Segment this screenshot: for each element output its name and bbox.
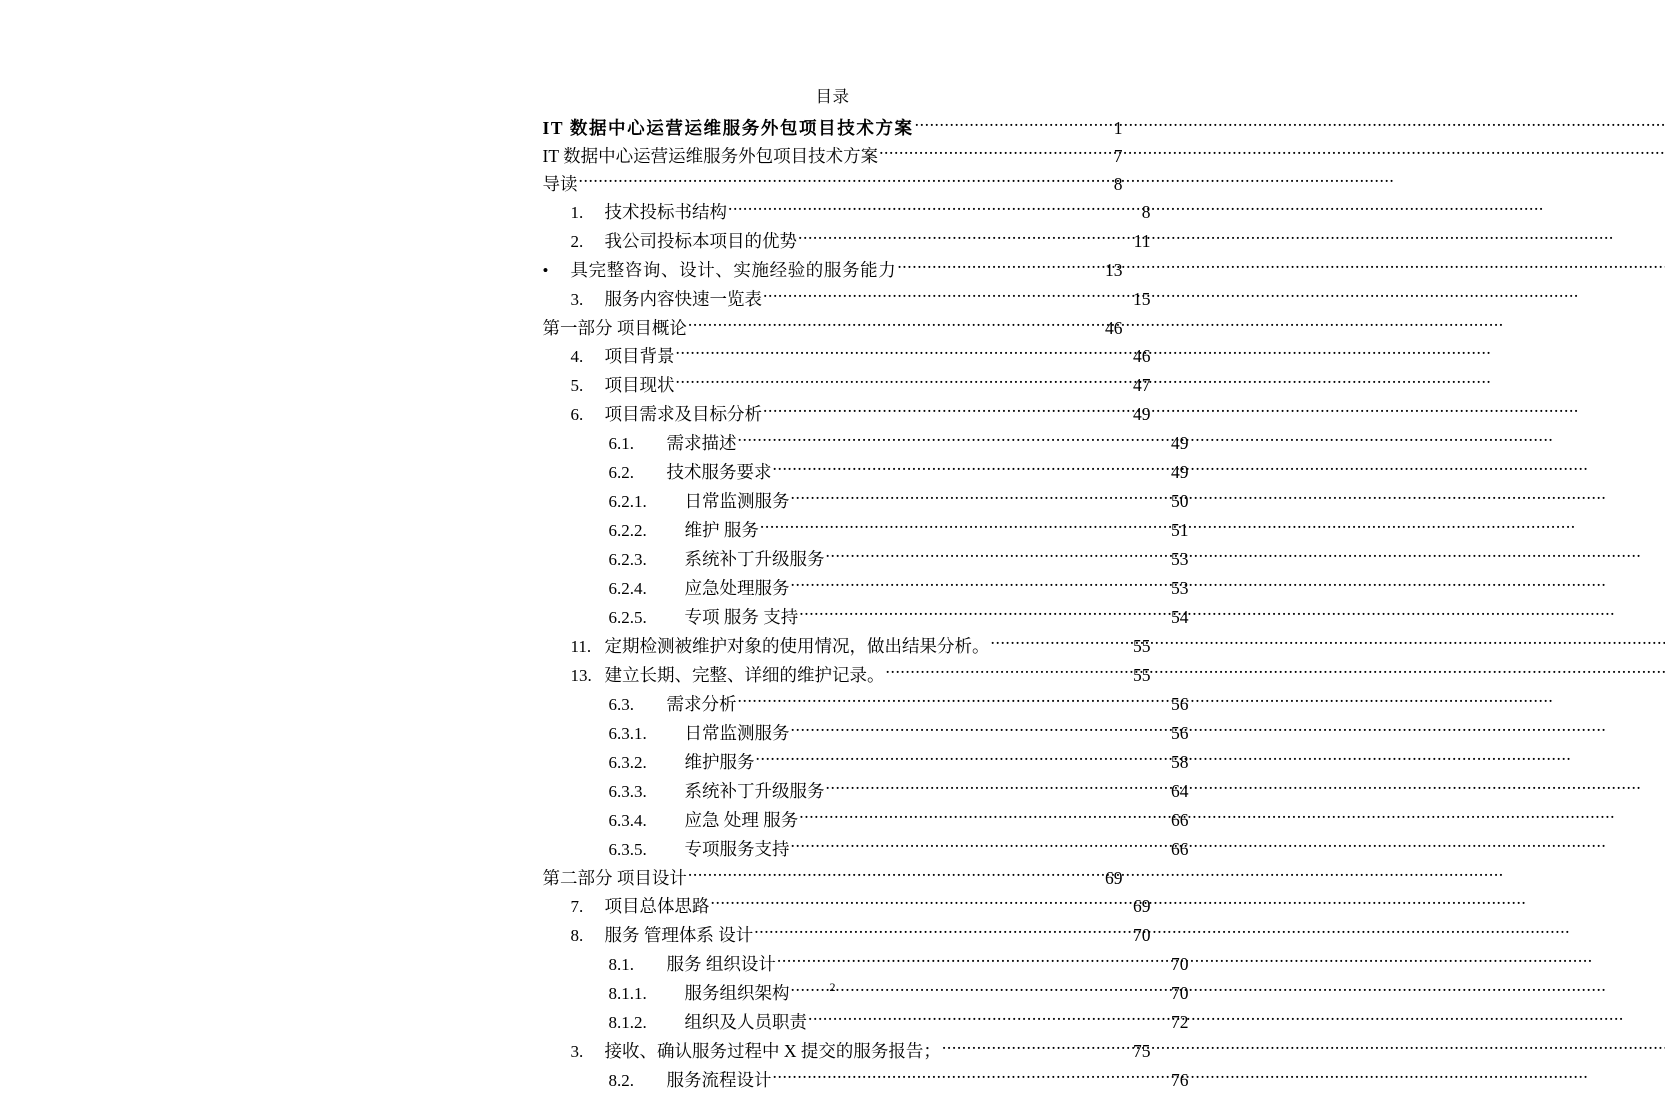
toc-entry-page: 8 xyxy=(1113,174,1123,194)
toc-entry-label xyxy=(571,921,754,950)
toc-entry-number: 6. xyxy=(570,405,584,424)
toc-entry-number: 8.2. xyxy=(608,1071,634,1090)
toc-entry-page: 49 xyxy=(1171,462,1189,482)
toc-entry-number: 6.2.5. xyxy=(608,608,647,627)
toc-entry-text: IT 数据中心运营运维服务外包项目技术方案 xyxy=(542,118,914,138)
toc-entry-number: 6.3.4. xyxy=(608,811,647,830)
toc-entry-text: 维护服务 xyxy=(684,752,755,772)
toc-entry-text: 具完整咨询、设计、实施经验的服务能力 xyxy=(570,260,897,280)
toc-entry[interactable] xyxy=(543,1066,1189,1095)
dot-leader xyxy=(826,548,1168,566)
dot-leader xyxy=(879,145,1101,163)
toc-entry-page: 7 xyxy=(1113,146,1123,166)
toc-entry-text: 服务 管理体系 设计 xyxy=(604,925,754,945)
dot-leader xyxy=(688,867,1102,885)
toc-entry-page: 8 xyxy=(1141,202,1151,222)
dot-leader xyxy=(763,288,1130,306)
dot-leader xyxy=(991,635,1130,653)
toc-entry-text: 日常监测服务 xyxy=(684,723,790,743)
toc-entry-text: 项目背景 xyxy=(604,346,675,366)
dot-leader xyxy=(756,751,1168,769)
toc-entry-number: 6.3.3. xyxy=(608,782,647,801)
toc-entry-label xyxy=(609,603,799,632)
toc-entry-number: 6.1. xyxy=(608,434,634,453)
toc-entry-page: 51 xyxy=(1171,520,1189,540)
toc-entry-label xyxy=(543,314,687,342)
toc-entry-number: 3. xyxy=(570,290,584,309)
toc-entry-text: IT 数据中心运营运维服务外包项目技术方案 xyxy=(542,146,879,166)
toc-entry-text: 技术投标书结构 xyxy=(604,202,727,222)
toc-entry-page: 53 xyxy=(1171,578,1189,598)
toc-container xyxy=(542,84,1189,1095)
toc-entry-number: 8.1. xyxy=(608,955,634,974)
toc-entry-page: 50 xyxy=(1171,491,1189,511)
dot-leader xyxy=(579,173,1102,191)
toc-entry-text: 组织及人员职责 xyxy=(684,1012,807,1032)
toc-entry-label xyxy=(609,429,737,458)
toc-entry-number: 6.2. xyxy=(608,463,634,482)
toc-entry-label xyxy=(609,458,772,487)
dot-leader xyxy=(799,606,1167,624)
toc-entry-page: 69 xyxy=(1133,896,1151,916)
toc-entry-page: 76 xyxy=(1171,1070,1189,1090)
toc-entry-label xyxy=(609,1066,772,1095)
dot-leader xyxy=(711,895,1130,913)
dot-leader xyxy=(773,461,1168,479)
toc-entry-page: 72 xyxy=(1171,1012,1189,1032)
toc-entry-number: 6.3. xyxy=(608,695,634,714)
dot-leader xyxy=(886,664,1130,682)
toc-entry-text: 服务 组织设计 xyxy=(666,954,776,974)
toc-entry-text: 项目需求及目标分析 xyxy=(604,404,762,424)
dot-leader xyxy=(897,259,1101,277)
toc-entry-text: 接收、确认服务过程中 X 提交的服务报告； xyxy=(604,1041,941,1061)
toc-entry-text: 技术服务要求 xyxy=(666,462,772,482)
toc-entry-number: 6.2.1. xyxy=(608,492,647,511)
toc-entry-text: 定期检测被维护对象的使用情况，做出结果分析。 xyxy=(604,636,990,656)
toc-entry-label xyxy=(571,400,763,429)
toc-entry-number: 8. xyxy=(570,926,584,945)
toc-entry-page: 55 xyxy=(1133,636,1151,656)
toc-entry-label xyxy=(609,950,776,979)
dot-leader xyxy=(791,577,1168,595)
toc-entry-number: 6.3.1. xyxy=(608,724,647,743)
toc-entry-text: 建立长期、完整、详细的维护记录。 xyxy=(604,665,885,685)
toc-entry-number: 8.1.2. xyxy=(608,1013,647,1032)
toc-entry-text: 服务流程设计 xyxy=(666,1070,772,1090)
toc-entry-number: 6.3.2. xyxy=(608,753,647,772)
dot-leader xyxy=(915,117,1102,135)
toc-entry-page: 11 xyxy=(1133,231,1151,251)
toc-entry-label xyxy=(543,114,914,142)
toc-entry-page: 70 xyxy=(1171,954,1189,974)
toc-entry-label xyxy=(571,342,675,371)
toc-entry-label xyxy=(609,777,825,806)
toc-entry-text: 系统补丁升级服务 xyxy=(684,781,825,801)
toc-entry-label xyxy=(609,516,759,545)
dot-leader xyxy=(760,519,1168,537)
toc-entry-label xyxy=(609,574,790,603)
toc-entry-text: 需求分析 xyxy=(666,694,737,714)
dot-leader xyxy=(791,722,1168,740)
toc-entry-number: 1. xyxy=(570,203,584,222)
page-number-footer: 2 xyxy=(829,980,836,994)
dot-leader xyxy=(738,432,1168,450)
toc-entry-text: 第二部分 项目设计 xyxy=(542,868,687,888)
toc-entry-page: 58 xyxy=(1171,752,1189,772)
toc-entry-label xyxy=(571,892,710,921)
toc-entry-label xyxy=(609,690,737,719)
dot-leader xyxy=(942,1040,1130,1058)
toc-entry-text: 日常监测服务 xyxy=(684,491,790,511)
toc-entry-page: 56 xyxy=(1171,694,1189,714)
dot-leader xyxy=(799,809,1167,827)
toc-entry-label xyxy=(609,748,755,777)
dot-leader xyxy=(808,1011,1168,1029)
toc-entry-page: 1 xyxy=(1113,118,1123,138)
toc-entry-page: 49 xyxy=(1133,404,1151,424)
toc-entry-text: 系统补丁升级服务 xyxy=(684,549,825,569)
toc-entry-text: 项目现状 xyxy=(604,375,675,395)
toc-entry-text: 服务内容快速一览表 xyxy=(604,289,762,309)
dot-leader xyxy=(763,403,1130,421)
toc-entry-number: 4. xyxy=(570,347,584,366)
dot-leader xyxy=(676,374,1130,392)
toc-entry-page: 47 xyxy=(1133,375,1151,395)
toc-entry-number: 11. xyxy=(570,637,592,656)
toc-entry-label xyxy=(571,227,798,256)
toc-entry-text: 专项服务支持 xyxy=(684,839,790,859)
dot-leader xyxy=(798,230,1130,248)
dot-leader xyxy=(676,345,1130,363)
toc-entry-page: 54 xyxy=(1171,607,1189,627)
toc-entry-number: 6.2.4. xyxy=(608,579,647,598)
toc-entry-page: 13 xyxy=(1105,260,1123,280)
toc-entry-label xyxy=(571,198,728,227)
toc-entry-page: 64 xyxy=(1171,781,1189,801)
toc-entry-page: 49 xyxy=(1171,433,1189,453)
toc-entry-number: 7. xyxy=(570,897,584,916)
dot-leader xyxy=(773,1069,1168,1087)
toc-entry-number: 8.1.1. xyxy=(608,984,647,1003)
toc-entry-page: 53 xyxy=(1171,549,1189,569)
toc-entry-label xyxy=(543,170,578,198)
toc-entry-label xyxy=(609,806,799,835)
toc-entry-page: 46 xyxy=(1105,318,1123,338)
toc-entry-label xyxy=(571,371,675,400)
dot-leader xyxy=(728,201,1130,219)
toc-entry-text: 应急处理服务 xyxy=(684,578,790,598)
toc-entry-number: 2. xyxy=(570,232,584,251)
dot-leader xyxy=(688,317,1102,335)
toc-entry-number: 5. xyxy=(570,376,584,395)
toc-entry-text: 项目总体思路 xyxy=(604,896,710,916)
toc-entry-page: 15 xyxy=(1133,289,1151,309)
page-title: 目录 xyxy=(815,87,850,106)
toc-entry-page: 75 xyxy=(1133,1041,1151,1061)
toc-entry-page: 69 xyxy=(1105,868,1123,888)
toc-entry-number: 13. xyxy=(570,666,592,685)
dot-leader xyxy=(738,693,1168,711)
toc-entry-page: 66 xyxy=(1171,839,1189,859)
dot-leader xyxy=(754,924,1129,942)
toc-entry-page: 55 xyxy=(1133,665,1151,685)
dot-leader xyxy=(826,780,1168,798)
toc-entry-text: 需求描述 xyxy=(666,433,737,453)
toc-entry-page: 66 xyxy=(1171,810,1189,830)
toc-entry-page: 70 xyxy=(1133,925,1151,945)
bullet-icon: • xyxy=(542,261,549,280)
toc-entry-number: 3. xyxy=(570,1042,584,1061)
toc-entry-page: 56 xyxy=(1171,723,1189,743)
toc-entry-text: 我公司投标本项目的优势 xyxy=(604,231,797,251)
toc-entry-number: 6.3.5. xyxy=(608,840,647,859)
toc-entry-text: 导读 xyxy=(542,174,578,194)
dot-leader xyxy=(791,490,1168,508)
toc-list xyxy=(542,114,1189,1095)
document-page xyxy=(425,0,1241,1090)
toc-entry-label xyxy=(543,864,687,892)
toc-entry-number: 6.2.2. xyxy=(608,521,647,540)
toc-entry-page: 46 xyxy=(1133,346,1151,366)
toc-entry-number: 6.2.3. xyxy=(608,550,647,569)
toc-entry-text: 服务组织架构 xyxy=(684,983,790,1003)
toc-entry-text: 第一部分 项目概论 xyxy=(542,318,687,338)
dot-leader xyxy=(777,953,1168,971)
toc-entry-text: 应急 处理 服务 xyxy=(684,810,799,830)
toc-entry-label xyxy=(609,1008,808,1037)
dot-leader xyxy=(791,838,1168,856)
toc-entry-text: 专项 服务 支持 xyxy=(684,607,799,627)
toc-entry-page: 70 xyxy=(1171,983,1189,1003)
toc-entry-text: 维护 服务 xyxy=(684,520,759,540)
